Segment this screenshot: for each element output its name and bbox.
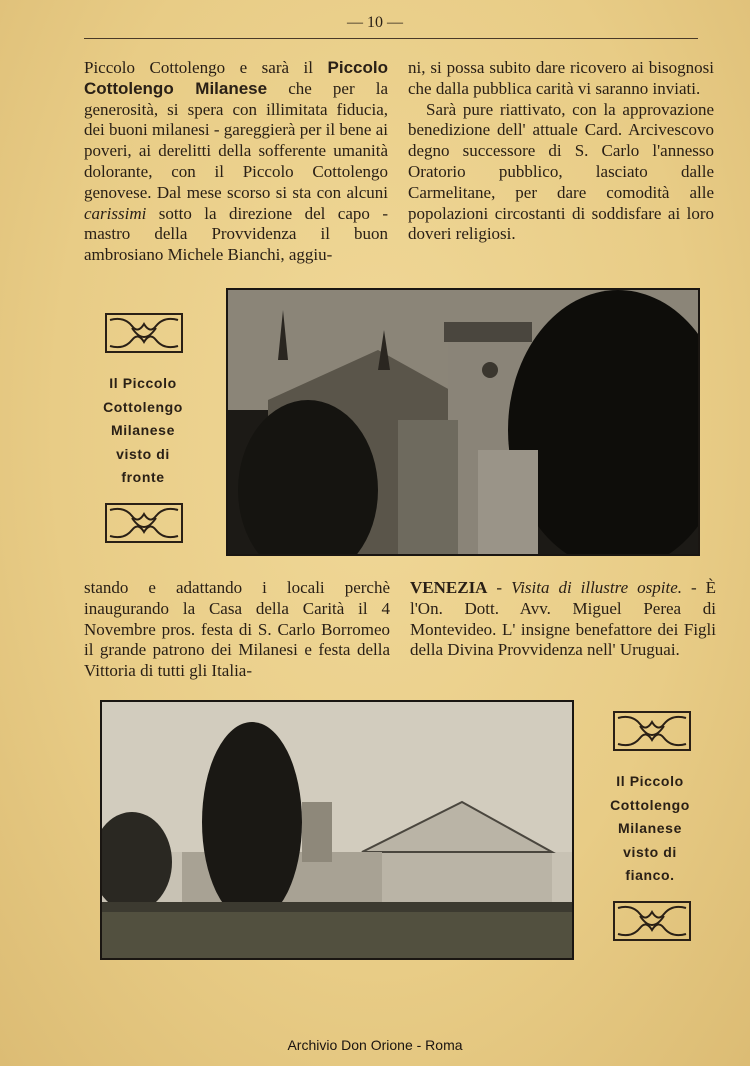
page-number: — 10 —	[347, 14, 403, 31]
art-nouveau-ornament-icon	[612, 710, 692, 752]
text-run: che per la generosità, si spera con illimitata fiducia, dei buoni milanesi - gareggierà per il bene ai poveri, ai derelitti della sofferente umanità dolorante, con il Piccolo Cottolengo genovese. Dal mese scorso si sta con alcuni	[84, 78, 388, 202]
caption-line: fianco.	[625, 867, 675, 883]
lower-right-text	[410, 578, 716, 661]
bold-title: Piccolo Cottolengo Milanese	[84, 58, 388, 98]
lower-left-text: stando e adattando i locali perchè inaugurando la Casa della Carità il 4 Novembre pros. festa di S. Carlo Borromeo il grande patrono dei Milanesi e festa della Vittoria di tutti gli Italia-	[84, 578, 390, 681]
archive-footer: Archivio Don Orione - Roma	[287, 1037, 463, 1053]
caption-line: Il Piccolo	[109, 375, 177, 391]
text-run: È l'On. Dott. Avv. Miguel Perea di Montevideo. L' insigne benefattore dei Figli della Divina Provvidenza nell' Uruguai.	[410, 578, 717, 660]
art-nouveau-ornament-icon	[104, 312, 184, 354]
column-left-text	[84, 58, 388, 266]
caption-line: Cottolengo	[103, 398, 183, 415]
paragraph: ni, si possa subito dare ricovero ai bisognosi che dalla pubblica carità vi saranno inviati.	[408, 58, 714, 98]
separator: -	[487, 578, 512, 597]
text-run: Piccolo Cottolengo e sarà il	[84, 58, 328, 77]
paragraph: Sarà pure riattivato, con la approvazione benedizione dell' attuale Card. Arcivescovo degno successore di S. Carlo l'annesso Oratorio pubblico, lasciato dalle Carmelitane, per dare comodità alle popolazioni circostanti di soddisfare ai loro doveri religiosi.	[408, 99, 714, 244]
art-nouveau-ornament-icon	[104, 502, 184, 544]
column-right-text	[408, 58, 714, 245]
caption-line: Cottolengo	[610, 796, 690, 813]
art-nouveau-ornament-icon	[612, 900, 692, 942]
caption-line: visto di	[623, 843, 677, 860]
photo-building-side	[100, 700, 574, 960]
italic-word: carissimi	[84, 203, 147, 223]
separator: -	[682, 578, 706, 597]
caption-line: fronte	[121, 469, 165, 485]
italic-subtitle: Visita di illustre ospite.	[511, 578, 683, 597]
caption-line: Il Piccolo	[616, 773, 684, 789]
caption-line: Milanese	[618, 820, 682, 836]
photo-caption-side	[590, 770, 710, 888]
photo-caption-front	[82, 372, 204, 490]
caption-line: Milanese	[111, 422, 175, 438]
section-heading-venezia: VENEZIA	[410, 578, 488, 597]
text-run: sotto la direzione del capo - mastro della Provvidenza il buon ambrosiano Michele Bianchi, aggiu-	[84, 203, 388, 265]
caption-line: visto di	[116, 445, 170, 462]
header-rule	[84, 38, 698, 39]
photo-building-front	[226, 288, 700, 556]
